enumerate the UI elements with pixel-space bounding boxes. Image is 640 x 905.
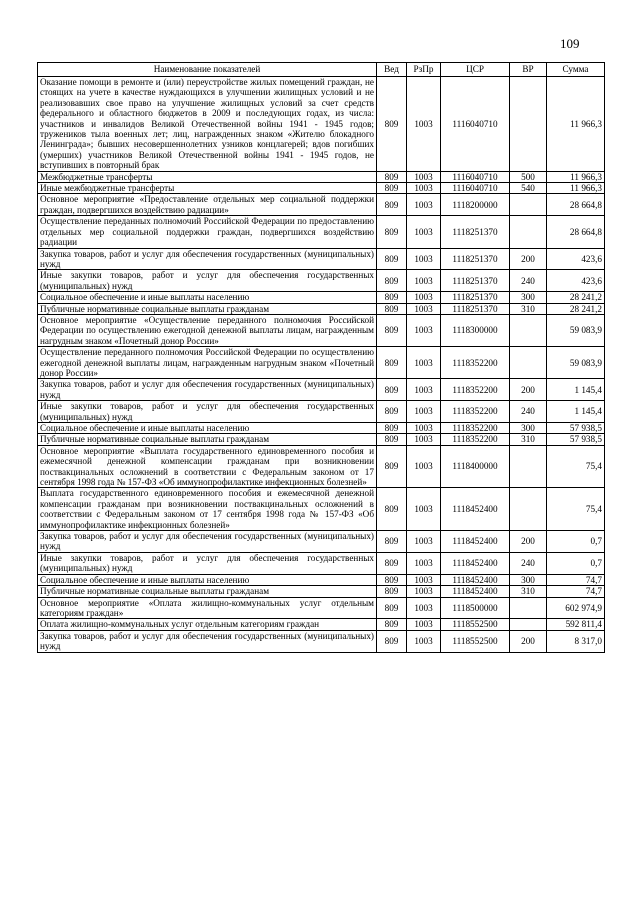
row-rzpr: 1003 — [407, 445, 441, 488]
row-sum: 75,4 — [547, 488, 605, 531]
row-rzpr: 1003 — [407, 216, 441, 248]
row-rzpr: 1003 — [407, 292, 441, 303]
table-row — [38, 183, 605, 194]
row-vr: 300 — [510, 574, 547, 585]
table-row — [38, 292, 605, 303]
row-name: Межбюджетные трансферты — [38, 171, 377, 182]
table-row — [38, 445, 605, 488]
row-rzpr: 1003 — [407, 552, 441, 574]
table-row — [38, 379, 605, 401]
row-vr: 200 — [510, 630, 547, 652]
table-row — [38, 401, 605, 423]
row-rzpr: 1003 — [407, 77, 441, 172]
row-sum: 59 083,9 — [547, 314, 605, 346]
row-csr: 1118200000 — [441, 194, 510, 216]
row-rzpr: 1003 — [407, 597, 441, 619]
row-vr: 310 — [510, 586, 547, 597]
table-row — [38, 77, 605, 172]
row-ved: 809 — [377, 347, 407, 379]
row-name: Основное мероприятие «Осуществление переданного полномочия Российской Федерации по осуществлению ежегодной денежной выплаты лицам, награжденным нагрудным знаком «Почетный донор России» — [38, 314, 377, 346]
table-row — [38, 597, 605, 619]
row-rzpr: 1003 — [407, 488, 441, 531]
row-vr: 310 — [510, 303, 547, 314]
row-csr: 1118452400 — [441, 488, 510, 531]
row-csr: 1118452400 — [441, 552, 510, 574]
row-csr: 1116040710 — [441, 77, 510, 172]
row-vr: 240 — [510, 270, 547, 292]
table-row — [38, 303, 605, 314]
row-ved: 809 — [377, 574, 407, 585]
row-vr — [510, 77, 547, 172]
row-rzpr: 1003 — [407, 270, 441, 292]
row-ved: 809 — [377, 379, 407, 401]
row-name: Выплата государственного единовременного пособия и ежемесячной денежной компенсации гражданам при возникновении поствакцинальных осложнений в соответствии с Федеральным законом от 17 сентября 1998 года № 157-ФЗ «Об иммунопрофилактике инфекционных болезней» — [38, 488, 377, 531]
row-ved: 809 — [377, 619, 407, 630]
row-ved: 809 — [377, 314, 407, 346]
row-ved: 809 — [377, 270, 407, 292]
row-sum: 28 664,8 — [547, 194, 605, 216]
row-rzpr: 1003 — [407, 347, 441, 379]
row-vr — [510, 488, 547, 531]
row-sum: 74,7 — [547, 586, 605, 597]
row-sum: 28 241,2 — [547, 292, 605, 303]
row-vr: 240 — [510, 552, 547, 574]
row-rzpr: 1003 — [407, 586, 441, 597]
row-ved: 809 — [377, 401, 407, 423]
row-name: Публичные нормативные социальные выплаты гражданам — [38, 434, 377, 445]
row-name: Основное мероприятие «Выплата государственного единовременного пособия и ежемесячной денежной компенсации гражданам при возникновении поствакцинальных осложнений в соответствии с Федеральным законом от 17 сентября 1998 года № 157-ФЗ «Об иммунопрофилактике инфекционных болезней» — [38, 445, 377, 488]
row-ved: 809 — [377, 434, 407, 445]
row-name: Иные межбюджетные трансферты — [38, 183, 377, 194]
row-vr — [510, 347, 547, 379]
row-rzpr: 1003 — [407, 171, 441, 182]
row-rzpr: 1003 — [407, 379, 441, 401]
row-csr: 1118352200 — [441, 347, 510, 379]
table-header-row — [38, 63, 605, 77]
row-ved: 809 — [377, 171, 407, 182]
row-name: Закупка товаров, работ и услуг для обеспечения государственных (муниципальных) нужд — [38, 248, 377, 270]
row-csr: 1118352200 — [441, 423, 510, 434]
table-row — [38, 216, 605, 248]
row-name: Основное мероприятие «Предоставление отдельных мер социальной поддержки граждан, подвергшихся воздействию радиации» — [38, 194, 377, 216]
row-rzpr: 1003 — [407, 630, 441, 652]
row-vr: 300 — [510, 423, 547, 434]
row-csr: 1118452400 — [441, 586, 510, 597]
row-vr — [510, 619, 547, 630]
row-name: Социальное обеспечение и иные выплаты населению — [38, 423, 377, 434]
row-ved: 809 — [377, 77, 407, 172]
header-vr: ВР — [510, 63, 547, 77]
row-name: Иные закупки товаров, работ и услуг для обеспечения государственных (муниципальных) нужд — [38, 552, 377, 574]
table-row — [38, 314, 605, 346]
row-csr: 1118352200 — [441, 401, 510, 423]
row-name: Иные закупки товаров, работ и услуг для обеспечения государственных (муниципальных) нужд — [38, 270, 377, 292]
row-ved: 809 — [377, 303, 407, 314]
row-rzpr: 1003 — [407, 183, 441, 194]
row-ved: 809 — [377, 423, 407, 434]
table-row — [38, 434, 605, 445]
row-csr: 1118352200 — [441, 379, 510, 401]
row-name: Публичные нормативные социальные выплаты гражданам — [38, 586, 377, 597]
row-sum: 11 966,3 — [547, 77, 605, 172]
row-vr — [510, 194, 547, 216]
header-csr: ЦСР — [441, 63, 510, 77]
row-rzpr: 1003 — [407, 434, 441, 445]
row-csr: 1116040710 — [441, 171, 510, 182]
row-csr: 1116040710 — [441, 183, 510, 194]
row-name: Публичные нормативные социальные выплаты гражданам — [38, 303, 377, 314]
row-name: Закупка товаров, работ и услуг для обеспечения государственных (муниципальных) нужд — [38, 630, 377, 652]
table-row — [38, 552, 605, 574]
header-name: Наименование показателей — [38, 63, 377, 77]
row-sum: 28 241,2 — [547, 303, 605, 314]
row-name: Осуществление переданных полномочий Российской Федерации по предоставлению отдельных мер социальной поддержки граждан, подвергшихся воздействию радиации — [38, 216, 377, 248]
row-name: Основное мероприятие «Оплата жилищно-коммунальных услуг отдельным категориям граждан» — [38, 597, 377, 619]
row-vr: 240 — [510, 401, 547, 423]
row-sum: 592 811,4 — [547, 619, 605, 630]
page-number: 109 — [560, 36, 580, 51]
row-rzpr: 1003 — [407, 314, 441, 346]
row-ved: 809 — [377, 445, 407, 488]
row-ved: 809 — [377, 216, 407, 248]
table-row — [38, 630, 605, 652]
budget-table — [37, 62, 605, 653]
row-rzpr: 1003 — [407, 401, 441, 423]
table-row — [38, 574, 605, 585]
row-rzpr: 1003 — [407, 423, 441, 434]
row-vr: 200 — [510, 379, 547, 401]
row-csr: 1118300000 — [441, 314, 510, 346]
table-row — [38, 531, 605, 553]
row-csr: 1118452400 — [441, 531, 510, 553]
row-ved: 809 — [377, 292, 407, 303]
row-sum: 11 966,3 — [547, 183, 605, 194]
row-name: Оплата жилищно-коммунальных услуг отдельным категориям граждан — [38, 619, 377, 630]
header-rzpr: РзПр — [407, 63, 441, 77]
row-csr: 1118251370 — [441, 270, 510, 292]
row-name: Социальное обеспечение и иные выплаты населению — [38, 292, 377, 303]
table-row — [38, 248, 605, 270]
table-row — [38, 423, 605, 434]
row-rzpr: 1003 — [407, 531, 441, 553]
row-csr: 1118552500 — [441, 619, 510, 630]
row-sum: 57 938,5 — [547, 434, 605, 445]
row-csr: 1118352200 — [441, 434, 510, 445]
row-sum: 59 083,9 — [547, 347, 605, 379]
row-rzpr: 1003 — [407, 303, 441, 314]
table-row — [38, 488, 605, 531]
row-csr: 1118500000 — [441, 597, 510, 619]
row-name: Социальное обеспечение и иные выплаты населению — [38, 574, 377, 585]
row-rzpr: 1003 — [407, 194, 441, 216]
row-ved: 809 — [377, 630, 407, 652]
table-row — [38, 619, 605, 630]
row-ved: 809 — [377, 586, 407, 597]
table-row — [38, 586, 605, 597]
table-row — [38, 347, 605, 379]
row-vr: 310 — [510, 434, 547, 445]
row-name: Закупка товаров, работ и услуг для обеспечения государственных (муниципальных) нужд — [38, 531, 377, 553]
header-ved: Вед — [377, 63, 407, 77]
row-csr: 1118251370 — [441, 248, 510, 270]
row-sum: 57 938,5 — [547, 423, 605, 434]
row-sum: 74,7 — [547, 574, 605, 585]
row-sum: 1 145,4 — [547, 379, 605, 401]
row-csr: 1118452400 — [441, 574, 510, 585]
row-name: Осуществление переданного полномочия Российской Федерации по осуществлению ежегодной денежной выплаты лицам, награжденным нагрудным знаком «Почетный донор России» — [38, 347, 377, 379]
row-name: Закупка товаров, работ и услуг для обеспечения государственных (муниципальных) нужд — [38, 379, 377, 401]
row-sum: 11 966,3 — [547, 171, 605, 182]
row-csr: 1118400000 — [441, 445, 510, 488]
table-row — [38, 270, 605, 292]
row-sum: 602 974,9 — [547, 597, 605, 619]
row-sum: 8 317,0 — [547, 630, 605, 652]
row-sum: 1 145,4 — [547, 401, 605, 423]
row-ved: 809 — [377, 552, 407, 574]
row-rzpr: 1003 — [407, 248, 441, 270]
row-rzpr: 1003 — [407, 619, 441, 630]
row-csr: 1118251370 — [441, 216, 510, 248]
row-vr — [510, 314, 547, 346]
row-vr — [510, 445, 547, 488]
row-rzpr: 1003 — [407, 574, 441, 585]
row-ved: 809 — [377, 248, 407, 270]
row-vr: 500 — [510, 171, 547, 182]
header-sum: Сумма — [547, 63, 605, 77]
row-ved: 809 — [377, 531, 407, 553]
row-sum: 28 664,8 — [547, 216, 605, 248]
row-csr: 1118552500 — [441, 630, 510, 652]
row-csr: 1118251370 — [441, 292, 510, 303]
row-vr: 300 — [510, 292, 547, 303]
table-body — [38, 77, 605, 653]
row-vr: 540 — [510, 183, 547, 194]
row-sum: 0,7 — [547, 552, 605, 574]
row-vr: 200 — [510, 531, 547, 553]
table-row — [38, 194, 605, 216]
row-sum: 423,6 — [547, 270, 605, 292]
row-vr: 200 — [510, 248, 547, 270]
row-name: Иные закупки товаров, работ и услуг для обеспечения государственных (муниципальных) нужд — [38, 401, 377, 423]
row-name: Оказание помощи в ремонте и (или) переустройстве жилых помещений граждан, не стоящих на учете в качестве нуждающихся в улучшении жилищных условий и не реализовавших свое право на улучшение жилищных условий за счет средств федерального и областного бюджетов в 2009 и последующих годах, из числа: участников и инвалидов Великой Отечественной войны 1941 - 1945 годов; тружеников тыла военных лет; лиц, награжденных знаком «Жителю блокадного Ленинграда»; бывших несовершеннолетних узников концлагерей; вдов погибших (умерших) участников Великой Отечественной войны 1941 - 1945 годов, не вступивших в повторный брак — [38, 77, 377, 172]
row-sum: 75,4 — [547, 445, 605, 488]
row-ved: 809 — [377, 194, 407, 216]
row-ved: 809 — [377, 488, 407, 531]
row-ved: 809 — [377, 183, 407, 194]
row-sum: 423,6 — [547, 248, 605, 270]
row-vr — [510, 216, 547, 248]
row-vr — [510, 597, 547, 619]
row-csr: 1118251370 — [441, 303, 510, 314]
row-ved: 809 — [377, 597, 407, 619]
row-sum: 0,7 — [547, 531, 605, 553]
table-row — [38, 171, 605, 182]
